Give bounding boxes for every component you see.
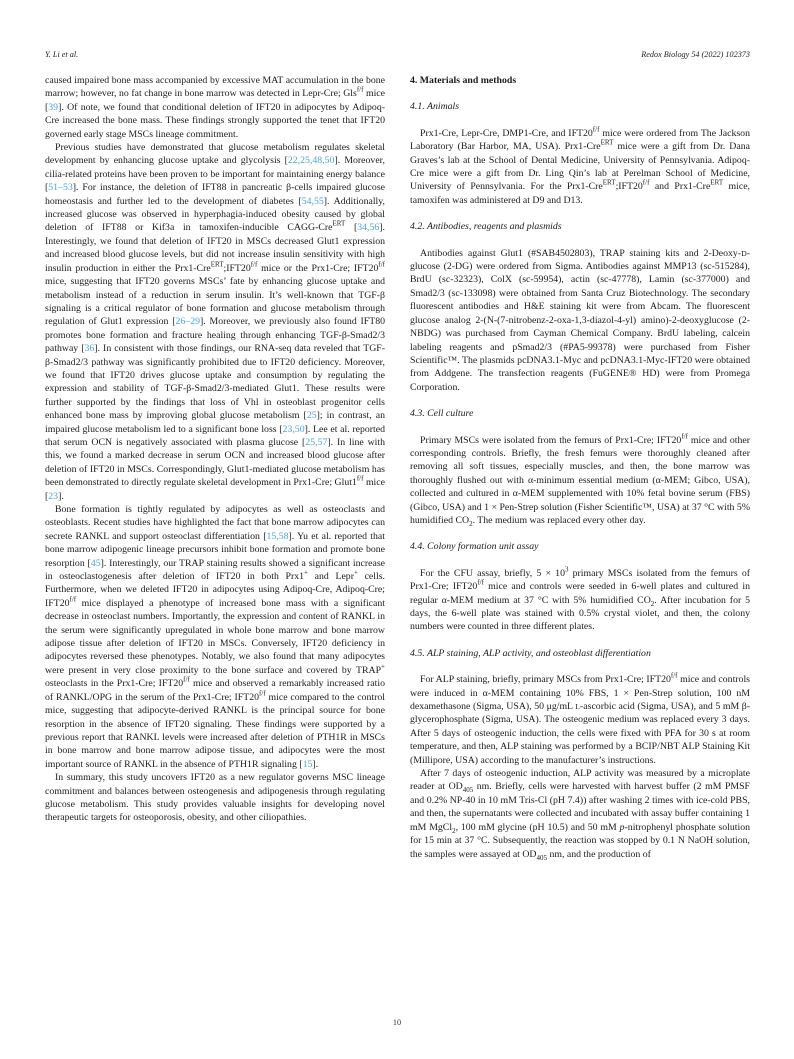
superscript: f/f	[183, 676, 190, 685]
text-run: L	[575, 702, 581, 712]
citation-link[interactable]: 15,58	[266, 530, 289, 542]
subscript: 2	[650, 599, 655, 608]
right-column	[410, 74, 750, 861]
citation-link[interactable]: 39	[48, 101, 59, 113]
superscript: f/f	[592, 125, 600, 134]
subsection-heading: 4.4. Colony formation unit assay	[410, 541, 539, 553]
left-column	[45, 74, 385, 861]
paragraph: In summary, this study uncovers IFT20 as a new regulator governs MSC lineage commitment and balances between osteogenesis and adipogenesis through regulating glucose metabolism. This study provides valuable insights for developing novel therapeutic targets for osteoporosis, obesity, and other ciliopathies.	[45, 772, 385, 824]
superscript: +	[353, 568, 358, 577]
superscript: ERT	[210, 260, 224, 269]
superscript: f/f	[378, 260, 385, 269]
paragraph: Previous studies have demonstrated that glucose metabolism regulates skeletal development by enhancing glucose uptake and glycolysis [22,25,48,50]. Moreover, cilia-related proteins have been proven to be important for maintaining energy balance [51–53]. For instance, the deletion of IFT88 in pancreatic β-cells impaired glucose homeostasis and further led to the development of diabetes [54,55]. Additionally, increased glucose was observed in hyperphagia-induced obesity caused by global deletion of IFT88 or Kif3a in tamoxifen-inducible CAGG-Cre$^{ERT}$ [34,56]. Interestingly, we found that deletion of IFT20 in MSCs decreased Glut1 expression and increased blood glucose levels, but did not increase insulin sensitivity with high insulin production in either the $Prx1-Cre^{ERT};IFT20^{f/f}$ mice or the Prx1-Cre; $IFT20^{f/f}$ mice, suggesting that IFT20 governs MSCs’ fate by enhancing glucose uptake and metabolism instead of a reduction in serum insulin. It’s well-known that TGF-β signaling is a critical regulator of bone formation and glucose metabolism through regulation of Glut1 expression [26–29]. Moreover, we previously also found IFT80 promotes bone formation and fracture healing through enhancing TGF-β-Smad2/3 pathway [36]. In consistent with those findings, our RNA-seq data reveled that TGF-β-Smad2/3 pathway was significantly prohibited due to IFT20 deficiency. Moreover, we found that IFT20 drives glucose uptake and consumption by regulating the expression and stability of TGF-β-Smad2/3-mediated Glut1. These results were further supported by the findings that loss of Vhl in osteoblast progenitor cells enhanced bone mass by improving global glucose metabolism [25]; in contrast, an impaired glucose metabolism led to a significant bone loss [23,50]. Lee et al. reported that serum OCN is negatively associated with plasma glucose [25,57]. In line with this, we found a marked decrease in serum OCN and increased blood glucose after deletion of IFT20 in MSCs. Correspondingly, Glut1-mediated glucose metabolism has been demonstrated to directly regulate skeletal development in Prx1-Cre; $Glut1^{f/f}$ mice [23].	[45, 142, 386, 502]
citation-link[interactable]: 51–53	[48, 182, 73, 194]
paragraph: After 7 days of osteogenic induction, ALP activity was measured by a microplate reader at $OD_{405}$ nm. Briefly, cells were harvested with harvest buffer (2 mM PMSF and 0.2% NP-40 in 10 mM Tris-Cl (pH 7.4)) after washing 2 times with ice-cold PBS, and then, the supernatants were collected and incubated with assay buffer containing 1 mM MgCl$_2$, 100 mM glycine (pH 10.5) and 50 mM p-nitrophenyl phosphate solution for 15 min at 37 °C. Subsequently, the reaction was stopped by 0.1 N NaOH solution, the samples were assayed at $OD_{405}$ nm, and the production of	[410, 768, 750, 862]
paragraph: caused impaired bone mass accompanied by excessive MAT accumulation in the bone marrow; however, no fat change in bone marrow was detected in Lepr-Cre; Gls$^{f/f}$ mice [39]. Of note, we found that conditional deletion of IFT20 in adipocytes by Adipoq-Cre increased the bone mass. These findings strongly supported the tenet that IFT20 governed early stage MSCs lineage commitment.	[45, 75, 385, 140]
superscript: +	[381, 662, 385, 671]
subscript: 2	[452, 826, 456, 835]
superscript: f/f	[642, 179, 650, 188]
text-run: p	[619, 821, 625, 833]
subsection-heading: 4.2. Antibodies, reagents and plasmids	[410, 221, 562, 233]
citation-link[interactable]: 25	[306, 410, 317, 422]
subsection-heading: 4.1. Animals	[410, 101, 460, 113]
superscript: f/f	[356, 474, 364, 483]
text-run: D	[741, 248, 747, 258]
paragraph: For ALP staining, briefly, primary MSCs from Prx1-Cre; $IFT20^{f/f}$ mice and controls were induced in α-MEM containing 10% FBS, 1 × Pen-Strep solution, 100 nM dexamethasone (Sigma, USA), 50 μg/mL L-ascorbic acid (Sigma, USA), and 5 mM β-glycerophosphate (Sigma, USA). The osteogenic medium was replaced every 3 days. After 5 days of osteogenic induction, the cells were fixed with PFA for 30 s at room temperature, and then, ALP staining was performed by a BCIP/NBT ALP Staining Kit (Millipore, USA) according to the manufacturer’s instructions.	[410, 671, 750, 766]
running-header	[45, 50, 750, 59]
superscript: f/f	[477, 578, 484, 587]
superscript: f/f	[356, 86, 364, 95]
superscript: +	[304, 568, 308, 577]
paragraph: Antibodies against Glut1 (#SAB4502803), TRAP staining kits and 2-Deoxy-D-glucose (2-DG) were ordered from Sigma. Antibodies against MMP13 (sc-515284), BrdU (sc-32323), ColX (sc-59954), actin (sc-47778), Lamin (sc-377000) and Smad2/3 (sc-133098) were obtained from Santa Cruz Biotechnology. The secondary fluorescent antibodies and H&E staining kit were from Abcam. The fluorescent glucose analog 2-(N-(7-nitrobenz-2-oxa-1,3-diazol-4-yl) amino)-2-deoxyglucose (2-NBDG) was purchased from Cayman Chemical Company. BrdU labeling, calcein labeling reagents and pSmad2/3 (#PA5-99378) were purchased from Fisher Scientific™. The plasmids pcDNA3.1-Myc and pcDNA3.1-Myc-IFT20 were obtained from Addgene. The transfection reagents (FuGENE® HD) were from Promega Corporation.	[410, 247, 750, 393]
superscript: f/f	[670, 671, 678, 680]
subsection-heading: 4.5. ALP staining, ALP activity, and osteoblast differentiation	[410, 647, 651, 659]
superscript: ERT	[602, 179, 616, 188]
citation-link[interactable]: 54,55	[301, 195, 324, 207]
superscript: f/f	[259, 689, 266, 698]
citation-link[interactable]: 23	[48, 490, 59, 502]
citation-link[interactable]: 15	[302, 758, 313, 770]
paragraph: Prx1-Cre, Lepr-Cre, DMP1-Cre, and $IFT20^{f/f}$ mice were ordered from The Jackson Laboratory (Bar Harbor, MA, USA). Prx1-Cre$^{ERT}$ mice were a gift from Dr. Dana Graves’s lab at the School of Dental Medicine, University of Pennsylvania. Adipoq-Cre mice were a gift from Dr. Ling Qin’s lab at Perelman School of Medicine, University of Pennsylvania. For the $Prx1-Cre^{ERT};IFT20^{f/f}$ and Prx1-Cre$^{ERT}$ mice, tamoxifen was administered at D9 and D13.	[410, 125, 751, 206]
superscript: ERT	[710, 179, 724, 188]
superscript: 3	[564, 565, 569, 574]
superscript: ERT	[600, 138, 614, 147]
paragraph: Primary MSCs were isolated from the femurs of Prx1-Cre; $IFT20^{f/f}$ mice and other corresponding controls. Briefly, the fresh femurs were thoroughly cleaned after removing all soft tissues, especially muscles, and then, the bone marrow was thoroughly flushed out with α-minimum essential medium (α-MEM; Gibco, USA), collected and cultured in α-MEM supplemented with 10% fetal bovine serum (FBS) (Gibco, USA) and 1 × Pen-Strep solution (Fisher Scientific™, USA) at 37 °C with 5% humidified $CO_2$. The medium was replaced every other day.	[410, 432, 750, 528]
superscript: f/f	[250, 260, 258, 269]
section-heading: 4. Materials and methods	[410, 75, 517, 86]
citation-link[interactable]: 25,57	[305, 436, 328, 448]
superscript: f/f	[681, 432, 688, 441]
citation-link[interactable]: 36	[84, 343, 95, 355]
citation-link[interactable]: 34,56	[357, 222, 380, 234]
subscript: 2	[469, 519, 473, 528]
header-author: Y. Li et al.	[45, 50, 79, 59]
header-journal: Redox Biology 54 (2022) 102373	[641, 50, 750, 59]
subscript: 405	[462, 786, 474, 795]
paragraph: Bone formation is tightly regulated by adipocytes as well as osteoclasts and osteoblasts. Recent studies have highlighted the fact that bone marrow adipocytes can secrete RANKL and support osteoclast differentiation [15,58]. Yu et al. reported that bone marrow adipogenic lineage precursors inhibit bone formation and promote bone resorption [45]. Interestingly, our TRAP staining results showed a significant increase in osteoclastogenesis after deletion of IFT20 in both Prx1+ and Lepr+ cells. Furthermore, when we deleted IFT20 in adipocytes using Adipoq-Cre, Adipoq-Cre; $IFT20^{f/f}$ mice displayed a phenotype of increased bone mass with a significant decrease in osteoclast numbers. Importantly, the expression and content of RANKL in the serum were significantly upregulated in whole bone marrow and bone marrow adipose tissue after deletion of IFT20 in MSCs. Conversely, IFT20 deficiency in adipocytes reversed these phenotypes. Notably, we also found that many adipocytes were present in very close proximity to the bone surface and covered by TRAP+ osteoclasts in the Prx1-Cre; $IFT20^{f/f}$ mice and observed a remarkably increased ratio of RANKL/OPG in the serum of the Prx1-Cre; $IFT20^{f/f}$ mice compared to the control mice, suggesting that adipocyte-derived RANKL is the principal source for bone resorption in the absence of IFT20 signaling. These findings were supported by a previous report that RANKL levels were increased after deletion of PTH1R in MSCs in bone marrow and bone marrow adipose tissue, and adipocytes were the most important source of RANKL in the absence of PTH1R signaling [15].	[45, 504, 386, 770]
superscript: f/f	[69, 595, 77, 604]
subsection-heading: 4.3. Cell culture	[410, 408, 474, 420]
page-number: 10	[392, 1018, 402, 1027]
citation-link[interactable]: 45	[90, 557, 101, 569]
two-column-body	[45, 74, 750, 861]
citation-link[interactable]: 26–29	[175, 316, 200, 328]
citation-link[interactable]: 22,25,48,50	[287, 155, 335, 167]
superscript: ERT	[332, 220, 346, 229]
citation-link[interactable]: 23,50	[282, 423, 305, 435]
paragraph: For the CFU assay, briefly, $5 \times 10^3$ primary MSCs isolated from the femurs of Prx1-Cre; $IFT20^{f/f}$ mice and controls were seeded in 6-well plates and cultured in regular α-MEM medium at 37 °C with 5% humidified $CO_2$. After incubation for 5 days, the 6-well plate was stained with 0.5% crystal violet, and then, the colony numbers were counted in three different plates.	[410, 565, 750, 633]
subscript: 405	[536, 853, 547, 862]
